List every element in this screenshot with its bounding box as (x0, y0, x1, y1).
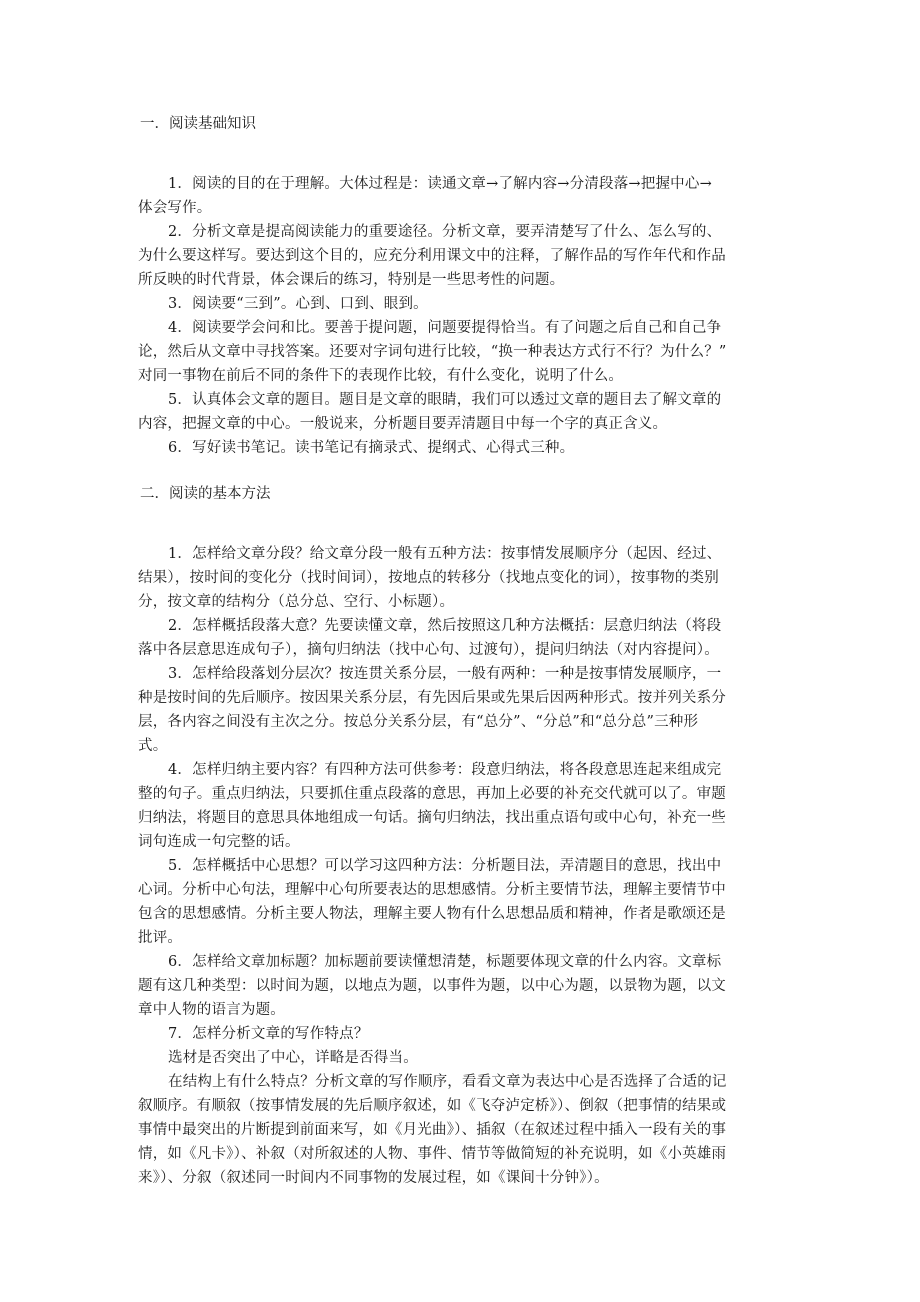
text-line: 章中人物的语言为题。 (138, 1002, 285, 1018)
text-line: 整的句子。重点归纳法，只要抓住重点段落的意思，再加上必要的补充交代就可以了。审题 (138, 786, 726, 802)
text-line: 5．认真体会文章的题目。题目是文章的眼睛，我们可以透过文章的题目去了解文章的 (168, 392, 722, 408)
text-line: 包含的思想感情。分析主要人物法，理解主要人物有什么思想品质和精神，作者是歌颂还是 (138, 906, 726, 922)
paragraph-1-6 (138, 436, 788, 460)
text-line: 2．分析文章是提高阅读能力的重要途径。分析文章，要弄清楚写了什么、怎么写的、 (168, 224, 722, 240)
paragraph-2-1 (138, 542, 788, 614)
text-line: 论，然后从文章中寻找答案。还要对字词句进行比较，“换一种表达方式行不行？为什么？” (138, 344, 727, 360)
text-line: 7．怎样分析文章的写作特点？ (168, 1026, 369, 1042)
text-line: 6．怎样给文章加标题？加标题前要读懂想清楚，标题要体现文章的什么内容。文章标 (168, 954, 722, 970)
text-line: 落中各层意思连成句子），摘句归纳法（找中心句、过渡句），提问归纳法（对内容提问）。 (138, 642, 719, 658)
paragraph-2-2 (138, 614, 788, 662)
text-line: 归纳法，将题目的意思具体地组成一句话。摘句归纳法，找出重点语句或中心句，补充一些 (138, 810, 726, 826)
paragraph-1-3 (138, 292, 788, 316)
text-line: 分，按文章的结构分（总分总、空行、小标题）。 (138, 594, 455, 610)
text-line: 在结构上有什么特点？分析文章的写作顺序，看看文章为表达中心是否选择了合适的记 (168, 1074, 727, 1090)
paragraph-2-4 (138, 758, 788, 854)
text-line: 6．写好读书笔记。读书笔记有摘录式、提纲式、心得式三种。 (168, 440, 575, 456)
paragraph-2-5 (138, 854, 788, 950)
paragraph-2-3 (138, 662, 788, 758)
section-heading-reading-basics: 一．阅读基础知识 (140, 116, 256, 132)
spacer (138, 460, 788, 482)
section-heading-reading-methods: 二．阅读的基本方法 (140, 486, 271, 502)
text-line: 题有这几种类型：以时间为题，以地点为题，以事件为题，以中心为题，以景物为题，以文 (138, 978, 726, 994)
spacer (138, 136, 788, 172)
text-line: 叙顺序。有顺叙（按事情发展的先后顺序叙述，如《飞夺泸定桥》）、倒叙（把事情的结果或 (138, 1098, 727, 1114)
text-line: 4．怎样归纳主要内容？有四种方法可供参考：段意归纳法，将各段意思连起来组成完 (168, 762, 722, 778)
text-line: 词句连成一句完整的话。 (138, 834, 300, 850)
text-line: 内容，把握文章的中心。一般说来，分析题目要弄清题目中每一个字的真正含义。 (138, 416, 668, 432)
paragraph-2-7-material (138, 1046, 788, 1070)
paragraph-1-4 (138, 316, 788, 388)
text-line: 所反映的时代背景，体会课后的练习，特别是一些思考性的问题。 (138, 272, 565, 288)
text-line: 情，如《凡卡》）、补叙（对所叙述的人物、事件、情节等做简短的补充说明，如《小英雄雨 (138, 1146, 727, 1162)
text-line: 3．阅读要“三到”。心到、口到、眼到。 (168, 296, 428, 312)
paragraph-1-2 (138, 220, 788, 292)
paragraph-2-7-structure (138, 1070, 788, 1190)
document-page (138, 112, 788, 1190)
text-line: 批评。 (138, 930, 183, 946)
text-line: 选材是否突出了中心，详略是否得当。 (168, 1050, 418, 1066)
text-line: 2．怎样概括段落大意？先要读懂文章，然后按照这几种方法概括：层意归纳法（将段 (168, 618, 722, 634)
text-line: 式。 (138, 738, 168, 754)
text-line: 为什么要这样写。要达到这个目的，应充分利用课文中的注释，了解作品的写作年代和作品 (138, 248, 726, 264)
text-line: 结果），按时间的变化分（找时间词），按地点的转移分（找地点变化的词），按事物的类别 (138, 570, 719, 586)
paragraph-2-7 (138, 1022, 788, 1046)
text-line: 来》）、分叙（叙述同一时间内不同事物的发展过程，如《课间十分钟》）。 (138, 1170, 609, 1186)
text-line: 种是按时间的先后顺序。按因果关系分层，有先因后果或先果后因两种形式。按并列关系分 (138, 690, 726, 706)
text-line: 体会写作。 (138, 200, 212, 216)
text-line: 5．怎样概括中心思想？可以学习这四种方法：分析题目法，弄清题目的意思，找出中 (168, 858, 722, 874)
text-line: 3．怎样给段落划分层次？按连贯关系分层，一般有两种：一种是按事情发展顺序，一 (168, 666, 722, 682)
paragraph-1-1 (138, 172, 788, 220)
spacer (138, 506, 788, 542)
text-line: 对同一事物在前后不同的条件下的表现作比较，有什么变化，说明了什么。 (138, 368, 624, 384)
text-line: 心词。分析中心句法，理解中心句所要表达的思想感情。分析主要情节法，理解主要情节中 (138, 882, 726, 898)
text-line: 1．怎样给文章分段？给文章分段一般有五种方法：按事情发展顺序分（起因、经过、 (168, 546, 722, 562)
text-line: 4．阅读要学会问和比。要善于提问题，问题要提得恰当。有了问题之后自己和自己争 (168, 320, 722, 336)
text-line: 1．阅读的目的在于理解。大体过程是：读通文章→了解内容→分清段落→把握中心→ (168, 176, 712, 192)
paragraph-2-6 (138, 950, 788, 1022)
paragraph-1-5 (138, 388, 788, 436)
text-line: 事情中最突出的片断提到前面来写，如《月光曲》）、插叙（在叙述过程中插入一段有关的事 (138, 1122, 727, 1138)
text-line: 层，各内容之间没有主次之分。按总分关系分层，有“总分”、“分总”和“总分总”三种形 (138, 714, 699, 730)
